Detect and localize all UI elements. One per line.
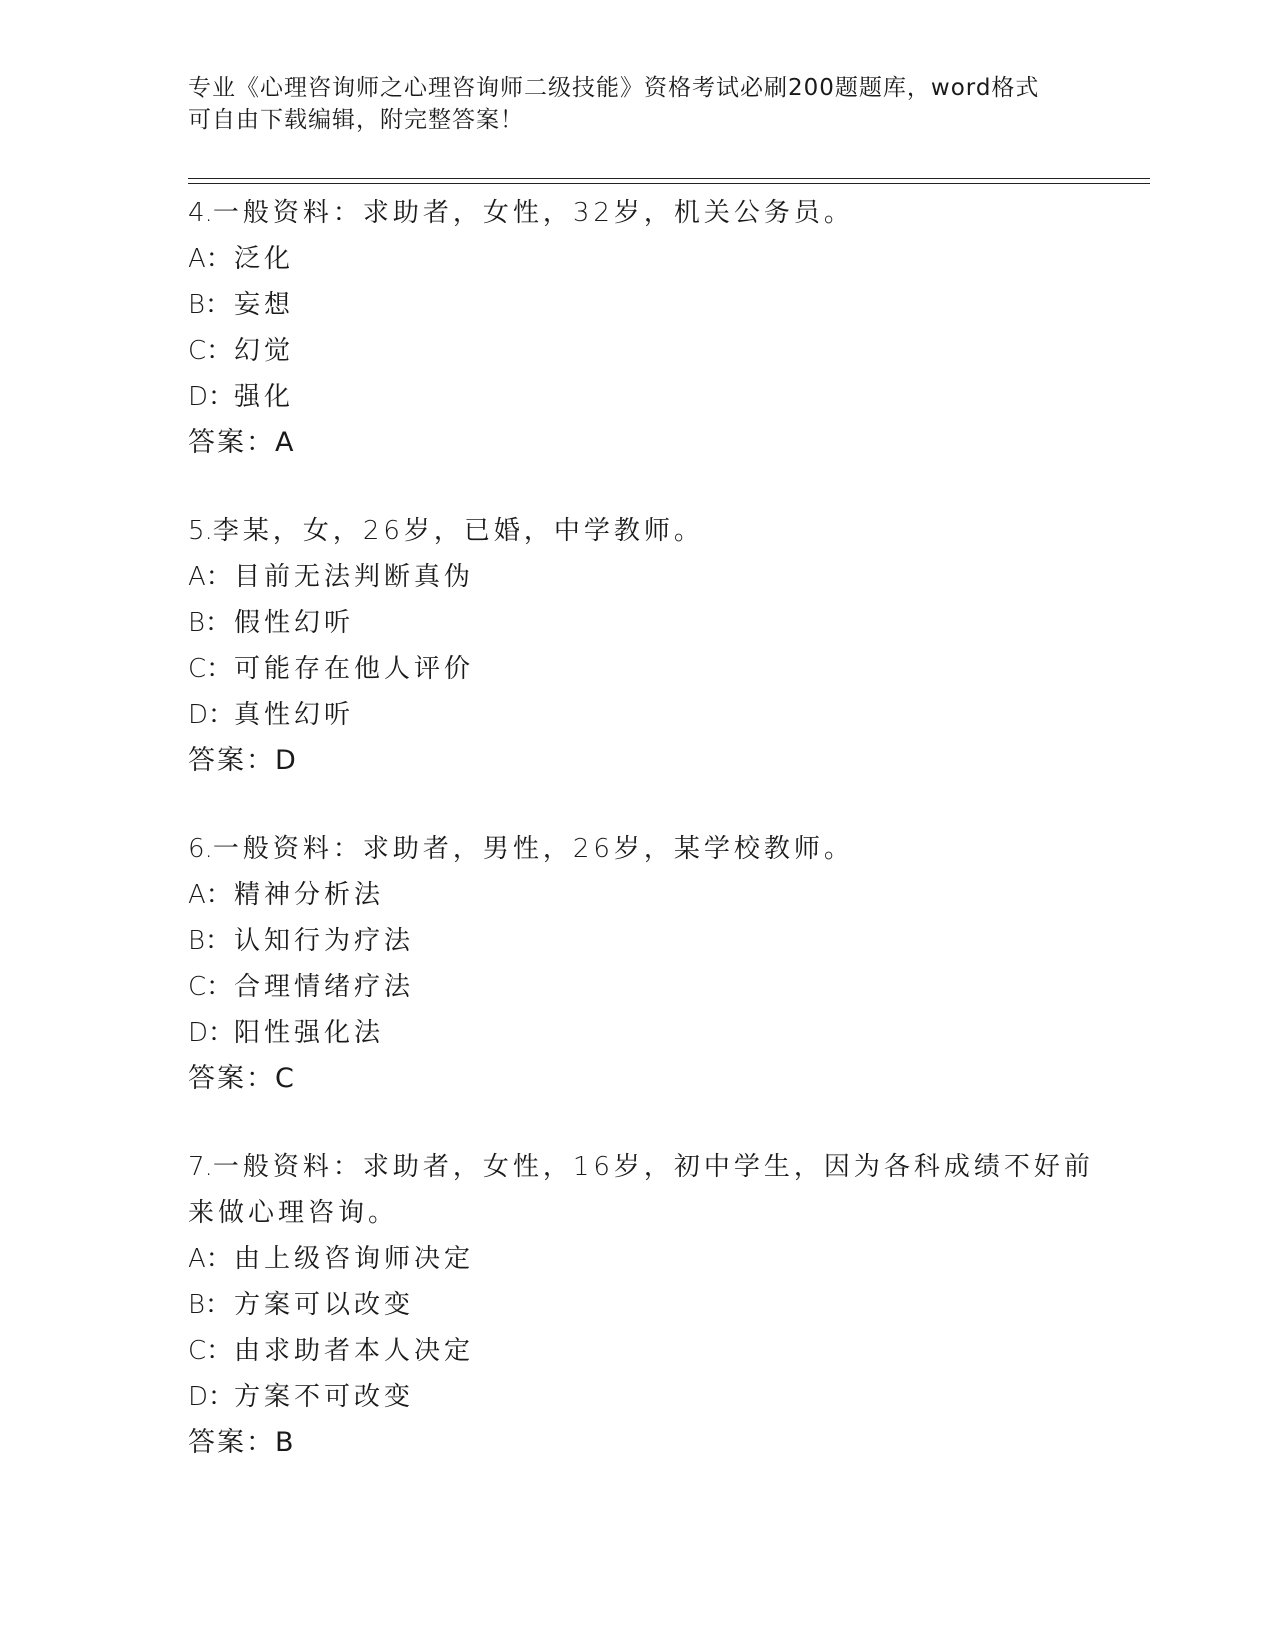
option-key: C： xyxy=(188,1336,233,1366)
option-text: 妄想 xyxy=(234,290,295,320)
question-stem-text: 李某，女，26岁，已婚，中学教师。 xyxy=(212,516,704,546)
answer-option xyxy=(188,646,1088,692)
option-key: B： xyxy=(188,290,232,320)
question-stem-text: 一般资料：求助者，女性，16岁，初中学生，因为各科成绩不好前 xyxy=(212,1152,1094,1182)
answer-option xyxy=(188,1282,1088,1328)
answer-option xyxy=(188,1010,1088,1056)
question-stem xyxy=(188,1190,1088,1236)
option-text: 泛化 xyxy=(234,244,295,274)
option-text: 幻觉 xyxy=(234,336,295,366)
question-block xyxy=(188,190,1088,466)
answer-option xyxy=(188,1236,1088,1282)
question-number: 5. xyxy=(188,516,213,546)
option-key: B： xyxy=(188,926,232,956)
question-number: 4. xyxy=(188,198,213,228)
answer-option xyxy=(188,1374,1088,1420)
option-text: 由求助者本人决定 xyxy=(234,1336,475,1366)
answer-option xyxy=(188,692,1088,738)
option-text: 合理情绪疗法 xyxy=(234,972,415,1002)
option-text: 目前无法判断真伪 xyxy=(234,562,475,592)
option-text: 方案可以改变 xyxy=(234,1290,415,1320)
question-stem xyxy=(188,826,1088,872)
document-header xyxy=(188,72,1068,136)
option-key: C： xyxy=(188,336,233,366)
answer-option xyxy=(188,554,1088,600)
question-stem xyxy=(188,190,1088,236)
question-block xyxy=(188,1144,1094,1466)
answer-option xyxy=(188,236,1088,282)
question-number: 7. xyxy=(188,1152,213,1182)
question-number: 6. xyxy=(188,834,213,864)
answer-option xyxy=(188,282,1088,328)
answer-line: 答案：A xyxy=(188,427,296,458)
question-block xyxy=(188,826,1088,1102)
option-key: D： xyxy=(188,700,235,730)
option-key: D： xyxy=(188,1018,235,1048)
question-stem-text: 一般资料：求助者，女性，32岁，机关公务员。 xyxy=(212,198,854,228)
option-key: A： xyxy=(188,880,232,910)
option-text: 由上级咨询师决定 xyxy=(234,1244,475,1274)
option-key: C： xyxy=(188,654,233,684)
option-key: C： xyxy=(188,972,233,1002)
option-key: A： xyxy=(188,562,232,592)
option-text: 阳性强化法 xyxy=(234,1018,385,1048)
option-key: A： xyxy=(188,244,232,274)
option-key: D： xyxy=(188,1382,235,1412)
question-stem xyxy=(188,508,1088,554)
option-text: 可能存在他人评价 xyxy=(234,654,475,684)
question-list xyxy=(188,190,1094,1508)
question-stem-text: 来做心理咨询。 xyxy=(188,1198,399,1228)
option-text: 认知行为疗法 xyxy=(234,926,415,956)
answer-line: 答案：D xyxy=(188,745,298,776)
answer-option xyxy=(188,1328,1088,1374)
answer-option xyxy=(188,328,1088,374)
header-divider-top xyxy=(188,178,1150,179)
option-key: A： xyxy=(188,1244,232,1274)
option-key: B： xyxy=(188,608,232,638)
answer-option xyxy=(188,918,1088,964)
answer-line: 答案：C xyxy=(188,1063,296,1094)
answer-option xyxy=(188,374,1088,420)
option-key: B： xyxy=(188,1290,232,1320)
question-block xyxy=(188,508,1088,784)
option-text: 强化 xyxy=(234,382,295,412)
header-line-1: 专业《心理咨询师之心理咨询师二级技能》资格考试必刷200题题库，word格式 xyxy=(188,75,1040,101)
question-stem-text: 一般资料：求助者，男性，26岁，某学校教师。 xyxy=(212,834,854,864)
option-text: 真性幻听 xyxy=(234,700,355,730)
answer-option xyxy=(188,872,1088,918)
answer-option xyxy=(188,600,1088,646)
option-text: 方案不可改变 xyxy=(234,1382,415,1412)
option-text: 假性幻听 xyxy=(234,608,355,638)
header-line-2: 可自由下载编辑，附完整答案！ xyxy=(188,107,524,133)
header-divider-bottom xyxy=(188,183,1150,184)
option-key: D： xyxy=(188,382,235,412)
question-stem xyxy=(188,1144,1094,1190)
answer-option xyxy=(188,964,1088,1010)
answer-line: 答案：B xyxy=(188,1427,296,1458)
option-text: 精神分析法 xyxy=(234,880,385,910)
